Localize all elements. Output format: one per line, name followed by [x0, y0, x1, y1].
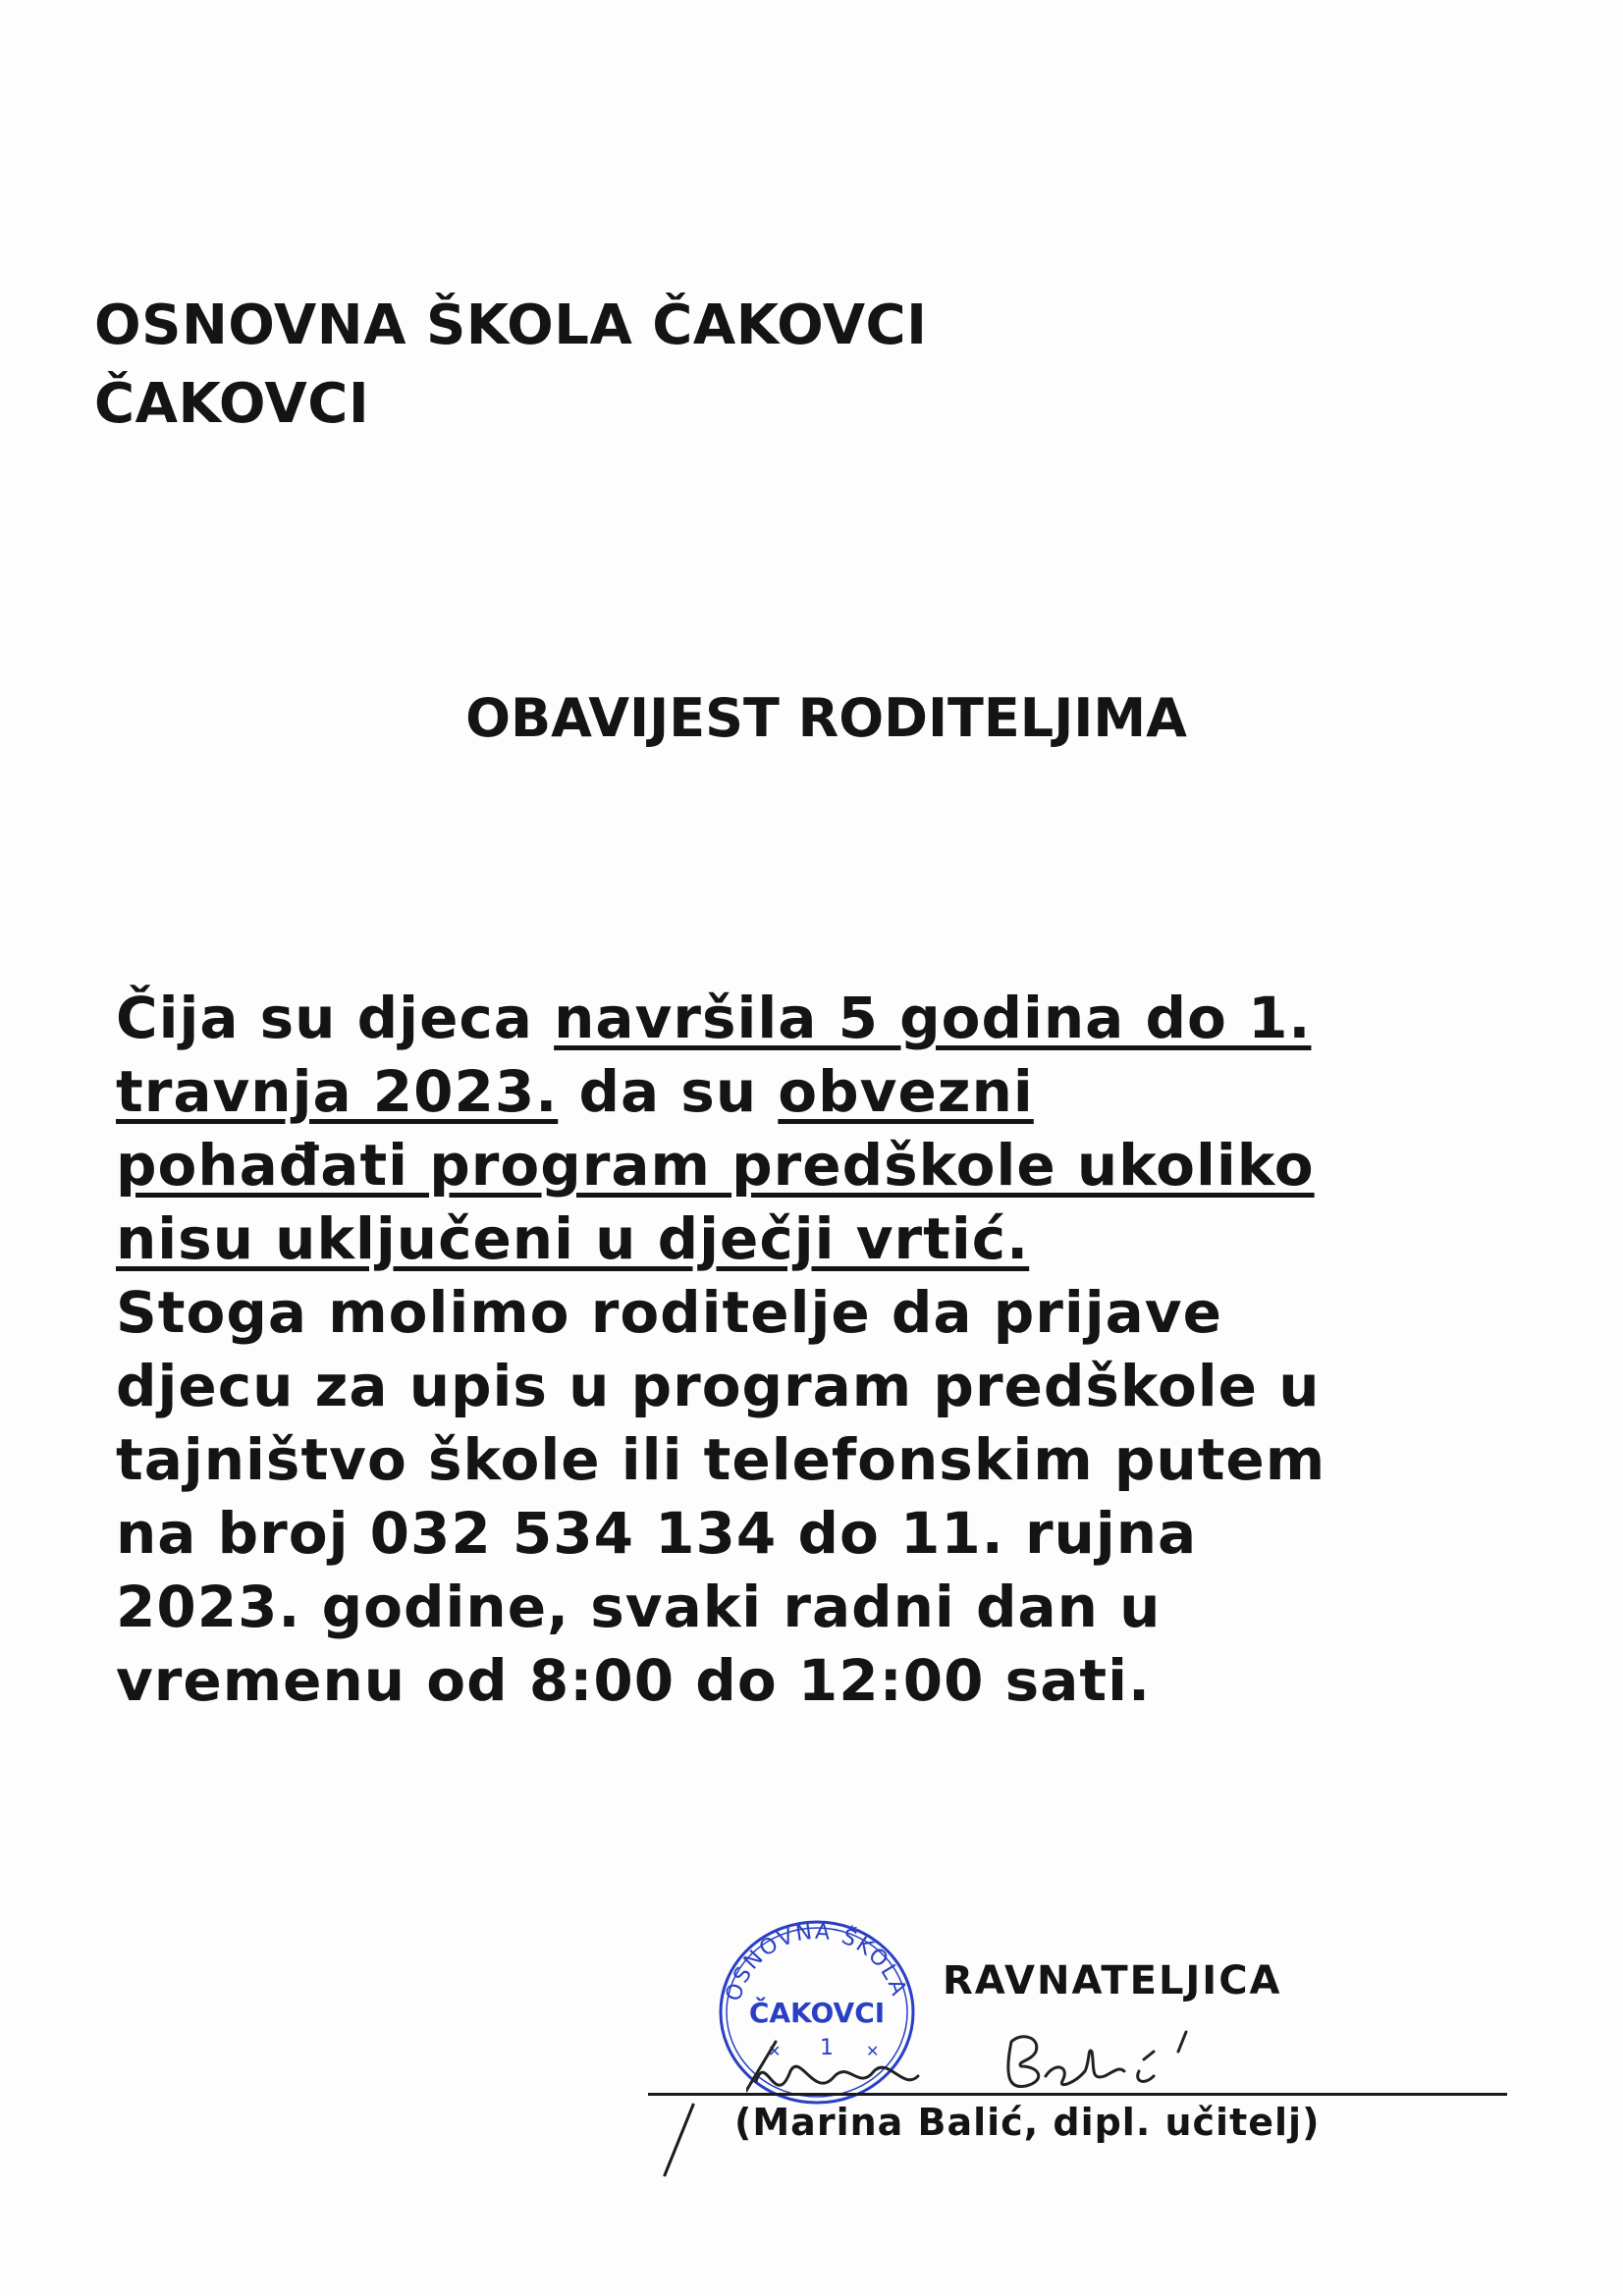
signature-slash-mark: [663, 2103, 695, 2176]
school-name: OSNOVNA ŠKOLA ČAKOVCI: [94, 294, 928, 357]
svg-text:OSNOVNA ŠKOLA: OSNOVNA ŠKOLA: [721, 1919, 912, 2004]
body-underlined-segment: nisu uključeni u dječji vrtić.: [116, 1205, 1030, 1272]
school-town: ČAKOVCI: [94, 372, 370, 436]
body-line-2: [116, 1055, 1530, 1129]
body-underlined-segment: travnja 2023.: [116, 1058, 559, 1125]
signature-line: [648, 2093, 1507, 2096]
svg-text:1: 1: [820, 2036, 834, 2060]
body-text-segment: Čija su djeca: [116, 985, 555, 1051]
svg-text:✕: ✕: [866, 2042, 880, 2060]
body-line-10: vremenu od 8:00 do 12:00 sati.: [116, 1647, 1151, 1714]
body-line-1: [116, 982, 1530, 1055]
body-line-3: pohađati program predškole ukoliko: [116, 1132, 1315, 1199]
svg-text:✕: ✕: [768, 2042, 782, 2060]
notice-title: OBAVIJEST RODITELJIMA: [465, 687, 1187, 749]
body-line-6: djecu za upis u program predškole u: [116, 1353, 1321, 1419]
svg-text:ČAKOVCI: ČAKOVCI: [748, 1997, 886, 2029]
body-underlined-segment: obvezni: [778, 1058, 1034, 1125]
school-header: [94, 287, 927, 444]
body-line-5: Stoga molimo roditelje da prijave: [116, 1279, 1222, 1346]
body-underlined-segment: navršila 5 godina do 1.: [554, 985, 1312, 1051]
body-line-4: [116, 1202, 1530, 1276]
body-line-7: tajništvo škole ili telefonskim putem: [116, 1426, 1326, 1493]
signature-role: RAVNATELJICA: [943, 1958, 1282, 2003]
body-text-segment: da su: [558, 1058, 779, 1125]
body-line-9: 2023. godine, svaki radni dan u: [116, 1574, 1162, 1640]
signature-name: (Marina Balić, dipl. učitelj): [734, 2101, 1321, 2144]
body-line-8: na broj 032 534 134 do 11. rujna: [116, 1500, 1198, 1567]
notice-body: [116, 982, 1530, 1718]
